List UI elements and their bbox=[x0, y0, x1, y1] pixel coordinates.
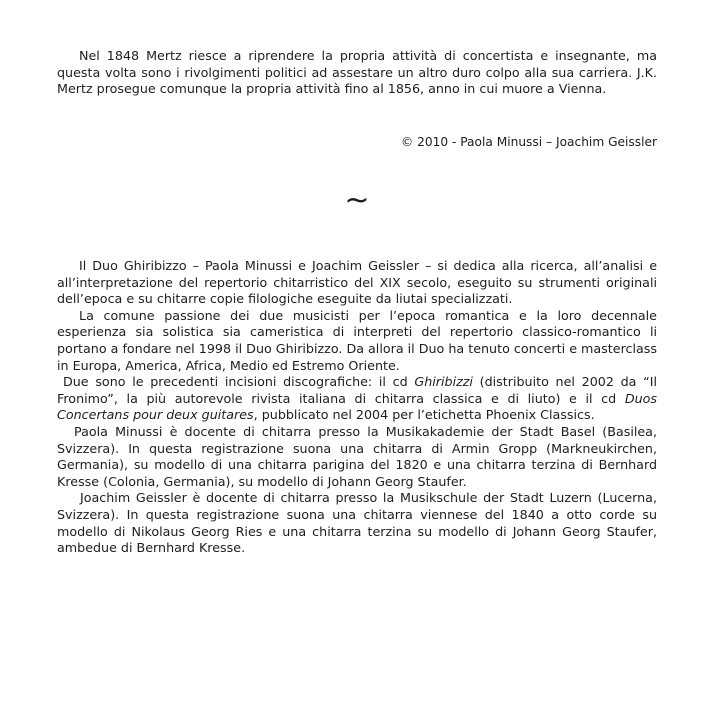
biography-section bbox=[57, 258, 657, 557]
bio-paragraph-1: Il Duo Ghiribizzo – Paola Minussi e Joachim Geissler – si dedica alla ricerca, all’analisi e all’interpretazione del repertorio chitarristico del XIX secolo, eseguito su strumenti originali dell’epoca e su chitarre copie filologiche eseguite da liutai specializzati. bbox=[57, 258, 657, 307]
album-title-ghiribizzi: Ghiribizzi bbox=[414, 374, 473, 390]
intro-section bbox=[57, 48, 657, 98]
bio-paragraph-3 bbox=[57, 374, 657, 424]
bio-paragraph-4: Paola Minussi è docente di chitarra presso la Musikakademie der Stadt Basel (Basilea, Svizzera). In questa registrazione suona una chitarra di Armin Gropp (Markneukirchen, Germania), su modello di una chitarra parigina del 1820 e una chitarra terzina di Bernhard Kresse (Colonia, Germania), su modello di Johann Georg Staufer. bbox=[57, 423, 657, 489]
copyright-line: © 2010 - Paola Minussi – Joachim Geissler bbox=[401, 135, 657, 149]
section-separator: ~ bbox=[344, 183, 370, 218]
bio-p3-text-c: (distribuito nel 2002 da “Il Fronimo”, la più autorevole rivista italiana di chitarra classica e di liuto) e il cd bbox=[57, 374, 657, 406]
intro-paragraph: Nel 1848 Mertz riesce a riprendere la propria attività di concertista e insegnante, ma questa volta sono i rivolgimenti politici ad assestare un altro duro colpo alla sua carriera. J.K. Mertz prosegue comunque la propria attività fino al 1856, anno in cui muore a Vienna. bbox=[57, 48, 657, 97]
bio-paragraph-5: Joachim Geissler è docente di chitarra presso la Musikschule der Stadt Luzern (Lucerna, Svizzera). In questa registrazione suona una chitarra viennese del 1840 a otto corde su modello di Nikolaus Georg Ries e una chitarra terzina su modello di Johann Georg Staufer, ambedue di Bernhard Kresse. bbox=[57, 490, 657, 556]
bio-paragraph-2: La comune passione dei due musicisti per l’epoca romantica e la loro decennale esperienza sia solistica sia cameristica di interpreti del repertorio classico-romantico li portano a fondare nel 1998 il Duo Ghiribizzo. Da allora il Duo ha tenuto concerti e masterclass in Europa, America, Africa, Medio ed Estremo Oriente. bbox=[57, 307, 657, 373]
bio-p3-text-a: Due sono le precedenti incisioni discografiche: il cd bbox=[63, 374, 415, 390]
bio-p3-text-e: , pubblicato nel 2004 per l’etichetta Phoenix Classics. bbox=[253, 407, 595, 423]
album-title-duos-concertans: Duos Concertans pour deux guitares bbox=[57, 390, 657, 423]
